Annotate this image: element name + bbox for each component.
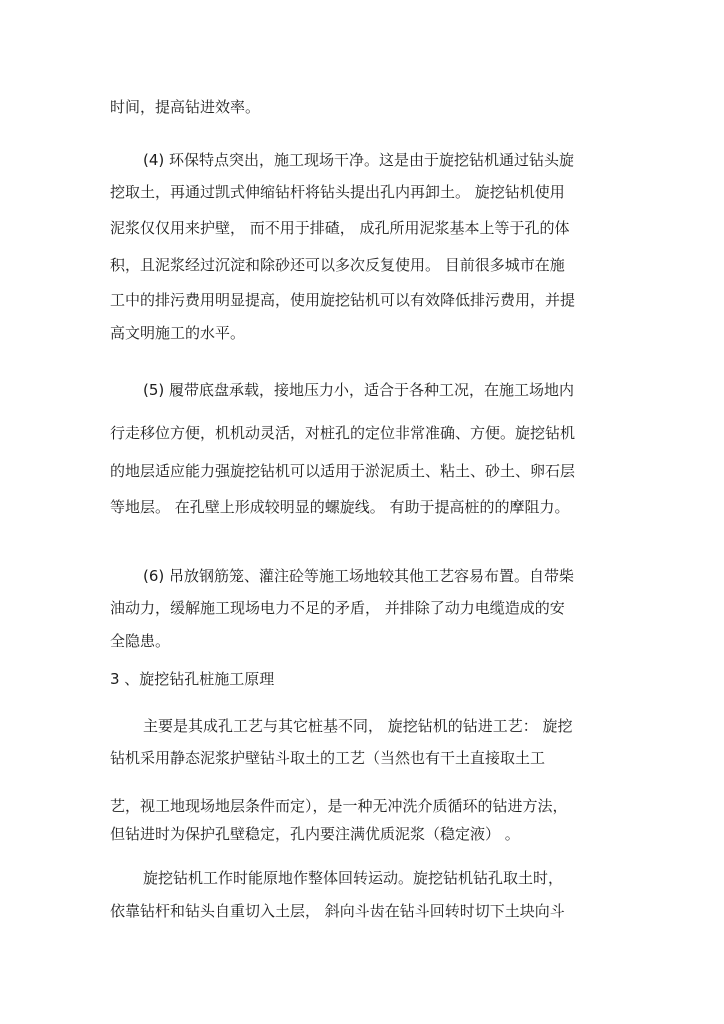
- paragraph-line: (6) 吊放钢筋笼、灌注砼等施工场地较其他工艺容易布置。自带柴: [143, 567, 575, 585]
- paragraph-line: 挖取土，再通过凯式伸缩钻杆将钻头提出孔内再卸土。 旋挖钻机使用: [110, 183, 565, 201]
- paragraph-line: 时间，提高钻进效率。: [110, 98, 261, 116]
- paragraph-line: 等地层。 在孔壁上形成较明显的螺旋线。 有助于提高桩的的摩阻力。: [110, 498, 570, 516]
- paragraph-line: 主要是其成孔工艺与其它桩基不同， 旋挖钻机的钻进工艺： 旋挖: [143, 717, 573, 735]
- paragraph-line: 的地层适应能力强旋挖钻机可以适用于淤泥质土、粘土、砂土、卵石层: [110, 462, 576, 480]
- paragraph-line: 高文明施工的水平。: [110, 324, 246, 342]
- paragraph-line: 依靠钻杆和钻头自重切入土层， 斜向斗齿在钻斗回转时切下土块向斗: [110, 902, 565, 920]
- paragraph-line: 全隐患。: [110, 632, 171, 650]
- paragraph-line: 油动力，缓解施工现场电力不足的矛盾， 并排除了动力电缆造成的安: [110, 599, 565, 617]
- paragraph-line: 积，且泥浆经过沉淀和除砂还可以多次反复使用。 目前很多城市在施: [110, 256, 565, 274]
- paragraph-line: 钻机采用静态泥浆护壁钻斗取土的工艺（当然也有干土直接取土工: [110, 749, 546, 767]
- paragraph-line: (4) 环保特点突出，施工现场干净。这是由于旋挖钻机通过钻头旋: [143, 151, 575, 169]
- paragraph-line: 行走移位方便，机机动灵活，对桩孔的定位非常准确、方便。旋挖钻机: [110, 424, 576, 442]
- section-heading: 3 、旋挖钻孔桩施工原理: [110, 670, 275, 688]
- paragraph-line: 旋挖钻机工作时能原地作整体回转运动。旋挖钻机钻孔取土时，: [143, 869, 564, 887]
- paragraph-line: 艺，视工地现场地层条件而定），是一种无冲洗介质循环的钻进方法，: [110, 797, 568, 815]
- paragraph-line: (5) 履带底盘承载，接地压力小，适合于各种工况，在施工场地内: [143, 381, 575, 399]
- paragraph-line: 工中的排污费用明显提高，使用旋挖钻机可以有效降低排污费用，并提: [110, 291, 576, 309]
- paragraph-line: 泥浆仅仅用来护壁， 而不用于排碴， 成孔所用泥浆基本上等于孔的体: [110, 219, 570, 237]
- paragraph-line: 但钻进时为保护孔壁稳定，孔内要注满优质泥浆（稳定液） 。: [110, 825, 520, 843]
